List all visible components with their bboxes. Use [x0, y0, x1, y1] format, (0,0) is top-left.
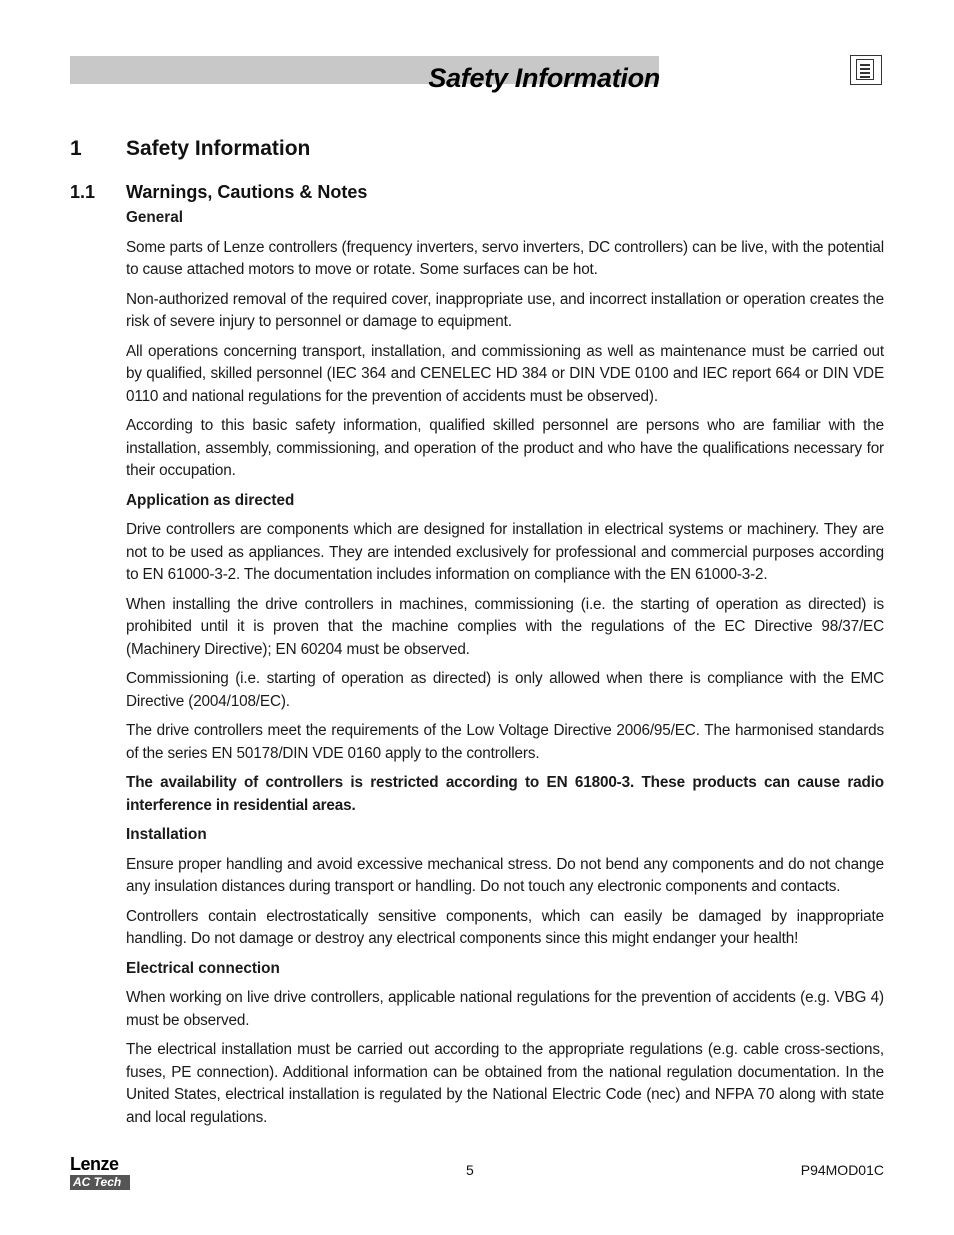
general-heading: General [126, 209, 183, 226]
installation-paragraph-1: Ensure proper handling and avoid excessive mechanical stress. Do not bend any components and do not change any insulation distances during transport or handling. Do not touch any electronic components and contacts. [126, 855, 884, 895]
application-heading: Application as directed [126, 491, 295, 509]
application-warning: The availability of controllers is restricted according to EN 61800-3. These products can cause radio interference in residential areas. [126, 774, 884, 814]
installation-paragraph-2: Controllers contain electrostatically sensitive components, which can easily be damaged by inappropriate handling. Do not damage or destroy any electrical components since this might endanger your health! [126, 907, 884, 947]
document-icon [850, 55, 882, 85]
logo-actech-text: AC Tech [70, 1175, 130, 1190]
page-header-title: Safety Information [428, 63, 660, 93]
lenze-actech-logo [70, 1155, 132, 1190]
general-paragraph-3: All operations concerning transport, installation, and commissioning as well as maintenance must be carried out by qualified, skilled personnel (IEC 364 and CENELEC HD 384 or DIN VDE 0100 and IEC report 664 or DIN VDE 0110 and national regulations for the prevention of accidents must be observed). [126, 342, 884, 405]
electrical-paragraph-2: The electrical installation must be carried out according to the appropriate regulations (e.g. cable cross-sections, fuses, PE connection). Additional information can be obtained from the national regulation documentation. In the United States, electrical installation is regulated by the National Electric Code (nec) and NFPA 70 along with state and local regulations. [126, 1041, 884, 1126]
application-paragraph-3: Commissioning (i.e. starting of operation as directed) is only allowed when there is compliance with the EMC Directive (2004/108/EC). [126, 670, 884, 710]
section-number: 1 [70, 137, 82, 160]
section-title: Safety Information [126, 137, 311, 160]
document-code: P94MOD01C [800, 1162, 884, 1178]
electrical-heading: Electrical connection [126, 959, 280, 977]
subsection-title: Warnings, Cautions & Notes [126, 182, 368, 202]
installation-heading: Installation [126, 826, 207, 843]
electrical-paragraph-1: When working on live drive controllers, applicable national regulations for the prevention of accidents (e.g. VBG 4) must be observed. [126, 989, 884, 1029]
application-paragraph-4: The drive controllers meet the requirements of the Low Voltage Directive 2006/95/EC. The harmonised standards of the series EN 50178/DIN VDE 0160 apply to the controllers. [126, 722, 884, 762]
general-paragraph-4: According to this basic safety information, qualified skilled personnel are persons who are familiar with the installation, assembly, commissioning, and operation of the product and who have the qualifications necessary for their occupation. [126, 417, 884, 479]
subsection-number: 1.1 [70, 182, 96, 202]
body-content [126, 207, 884, 1136]
application-paragraph-1: Drive controllers are components which are designed for installation in electrical systems or machinery. They are not to be used as appliances. They are intended exclusively for professional and commercial purposes according to EN 61000-3-2. The documentation includes information on compliance with the EN 61000-3-2. [126, 521, 884, 583]
general-paragraph-2: Non-authorized removal of the required cover, inappropriate use, and incorrect installation or operation creates the risk of severe injury to personnel or damage to equipment. [126, 290, 884, 330]
page-number: 5 [466, 1162, 474, 1178]
general-paragraph-1: Some parts of Lenze controllers (frequency inverters, servo inverters, DC controllers) can be live, with the potential to cause attached motors to move or rotate. Some surfaces can be hot. [126, 238, 884, 278]
application-paragraph-2: When installing the drive controllers in machines, commissioning (i.e. the starting of operation as directed) is prohibited until it is proven that the machine complies with the regulations of the EC Directive 98/37/EC (Machinery Directive); EN 60204 must be observed. [126, 595, 884, 658]
logo-lenze-text: Lenze [70, 1154, 119, 1174]
